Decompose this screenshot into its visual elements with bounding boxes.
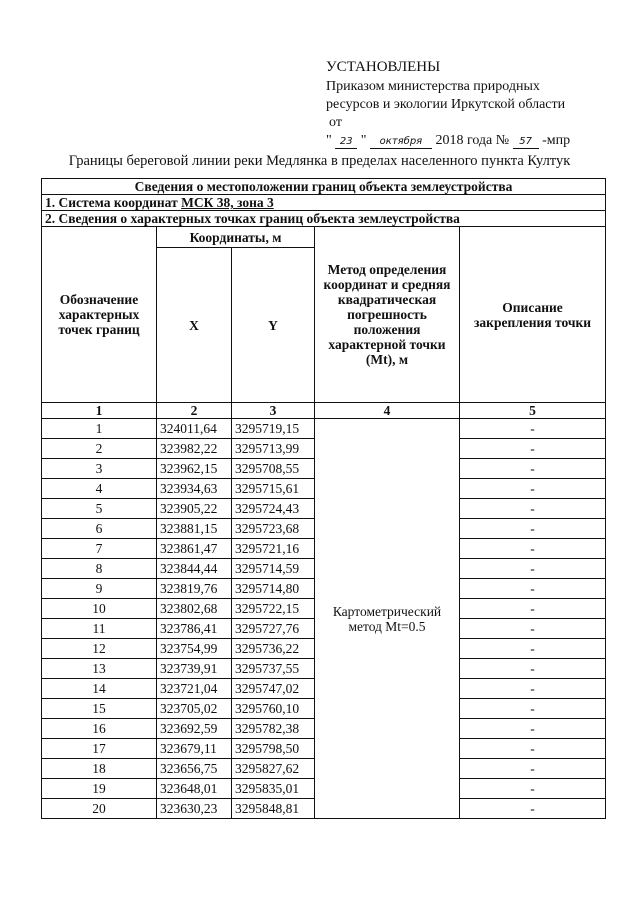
cell-x: 323721,04	[157, 679, 232, 699]
cell-y: 3295736,22	[232, 639, 315, 659]
cell-x: 323754,99	[157, 639, 232, 659]
approval-month: октября	[370, 135, 432, 149]
cell-x: 323630,23	[157, 799, 232, 819]
cell-x: 323656,75	[157, 759, 232, 779]
cell-y: 3295798,50	[232, 739, 315, 759]
cell-point-number: 15	[42, 699, 157, 719]
approval-date-line	[326, 132, 570, 150]
cell-point-number: 14	[42, 679, 157, 699]
quote-close: "	[360, 133, 367, 148]
cell-y: 3295782,38	[232, 719, 315, 739]
cell-description: -	[460, 799, 606, 819]
cell-y: 3295714,80	[232, 579, 315, 599]
cell-point-number: 16	[42, 719, 157, 739]
cell-x: 323982,22	[157, 439, 232, 459]
cell-point-number: 2	[42, 439, 157, 459]
cell-x: 323881,15	[157, 519, 232, 539]
cell-y: 3295723,68	[232, 519, 315, 539]
coordinate-system-value: МСК 38, зона 3	[181, 195, 274, 210]
cell-method: Картометрический метод Mt=0.5	[315, 419, 460, 819]
cell-point-number: 18	[42, 759, 157, 779]
cell-y: 3295737,55	[232, 659, 315, 679]
cell-y: 3295714,59	[232, 559, 315, 579]
document-title: Границы береговой линии реки Медлянка в пределах населенного пункта Култук	[68, 153, 571, 169]
table-row	[42, 419, 606, 439]
cell-x: 323705,02	[157, 699, 232, 719]
approval-suffix: -мпр	[542, 133, 571, 148]
section-title: Сведения о местоположении границ объекта землеустройства	[42, 179, 606, 195]
cell-x: 323679,11	[157, 739, 232, 759]
cell-description: -	[460, 679, 606, 699]
cell-point-number: 12	[42, 639, 157, 659]
cell-point-number: 17	[42, 739, 157, 759]
approval-block	[326, 58, 570, 150]
cell-x: 323739,91	[157, 659, 232, 679]
cell-description: -	[460, 619, 606, 639]
cell-y: 3295724,43	[232, 499, 315, 519]
cell-point-number: 6	[42, 519, 157, 539]
cell-y: 3295848,81	[232, 799, 315, 819]
quote-open: "	[326, 133, 332, 148]
cell-point-number: 3	[42, 459, 157, 479]
cell-point-number: 10	[42, 599, 157, 619]
approval-year: 2018 года №	[435, 133, 510, 148]
col-number-5: 5	[460, 403, 606, 419]
cell-y: 3295727,76	[232, 619, 315, 639]
cell-y: 3295827,62	[232, 759, 315, 779]
cell-description: -	[460, 639, 606, 659]
cell-x: 323819,76	[157, 579, 232, 599]
cell-description: -	[460, 559, 606, 579]
cell-description: -	[460, 459, 606, 479]
cell-point-number: 7	[42, 539, 157, 559]
cell-x: 323934,63	[157, 479, 232, 499]
cell-point-number: 8	[42, 559, 157, 579]
approval-line-1: Приказом министерства природных	[326, 79, 540, 94]
cell-x: 323786,41	[157, 619, 232, 639]
cell-description: -	[460, 499, 606, 519]
cell-y: 3295719,15	[232, 419, 315, 439]
cell-x: 323905,22	[157, 499, 232, 519]
cell-point-number: 5	[42, 499, 157, 519]
cell-description: -	[460, 599, 606, 619]
col-number-1: 1	[42, 403, 157, 419]
coordinate-system-row	[42, 195, 606, 211]
approval-line-2: ресурсов и экологии Иркутской области	[326, 97, 566, 112]
cell-y: 3295835,01	[232, 779, 315, 799]
approval-number: 57	[513, 135, 539, 149]
cell-y: 3295708,55	[232, 459, 315, 479]
cell-x: 324011,64	[157, 419, 232, 439]
col-header-coords: Координаты, м	[157, 227, 315, 248]
approval-day: 23	[335, 135, 357, 149]
cell-y: 3295747,02	[232, 679, 315, 699]
cell-y: 3295721,16	[232, 539, 315, 559]
col-number-2: 2	[157, 403, 232, 419]
cell-description: -	[460, 539, 606, 559]
cell-point-number: 9	[42, 579, 157, 599]
cell-description: -	[460, 419, 606, 439]
cell-x: 323648,01	[157, 779, 232, 799]
cell-x: 323861,47	[157, 539, 232, 559]
col-header-point: Обозначение характерных точек границ	[42, 227, 157, 403]
cell-description: -	[460, 699, 606, 719]
cell-description: -	[460, 479, 606, 499]
cell-point-number: 4	[42, 479, 157, 499]
cell-description: -	[460, 579, 606, 599]
cell-point-number: 11	[42, 619, 157, 639]
col-header-y: Y	[232, 248, 315, 403]
col-header-x: X	[157, 248, 232, 403]
cell-x: 323844,44	[157, 559, 232, 579]
cell-description: -	[460, 439, 606, 459]
cell-y: 3295715,61	[232, 479, 315, 499]
cell-point-number: 13	[42, 659, 157, 679]
cell-description: -	[460, 759, 606, 779]
cell-description: -	[460, 779, 606, 799]
approval-from: от	[329, 115, 342, 130]
cell-x: 323802,68	[157, 599, 232, 619]
cell-x: 323962,15	[157, 459, 232, 479]
cell-y: 3295713,99	[232, 439, 315, 459]
col-number-3: 3	[232, 403, 315, 419]
cell-description: -	[460, 659, 606, 679]
cell-point-number: 20	[42, 799, 157, 819]
cell-x: 323692,59	[157, 719, 232, 739]
cell-description: -	[460, 719, 606, 739]
approval-heading: УСТАНОВЛЕНЫ	[326, 59, 441, 75]
cell-description: -	[460, 739, 606, 759]
cell-description: -	[460, 519, 606, 539]
cell-y: 3295760,10	[232, 699, 315, 719]
cell-y: 3295722,15	[232, 599, 315, 619]
cell-point-number: 19	[42, 779, 157, 799]
coordinates-table	[41, 178, 606, 819]
col-header-description: Описание закрепления точки	[460, 227, 606, 403]
points-section-title: 2. Сведения о характерных точках границ объекта землеустройства	[42, 211, 606, 227]
col-number-4: 4	[315, 403, 460, 419]
coordinate-system-label: 1. Система координат	[45, 195, 182, 210]
col-header-method: Метод определения координат и средняя квадратическая погрешность положения характерной точки (Mt), м	[315, 227, 460, 403]
cell-point-number: 1	[42, 419, 157, 439]
